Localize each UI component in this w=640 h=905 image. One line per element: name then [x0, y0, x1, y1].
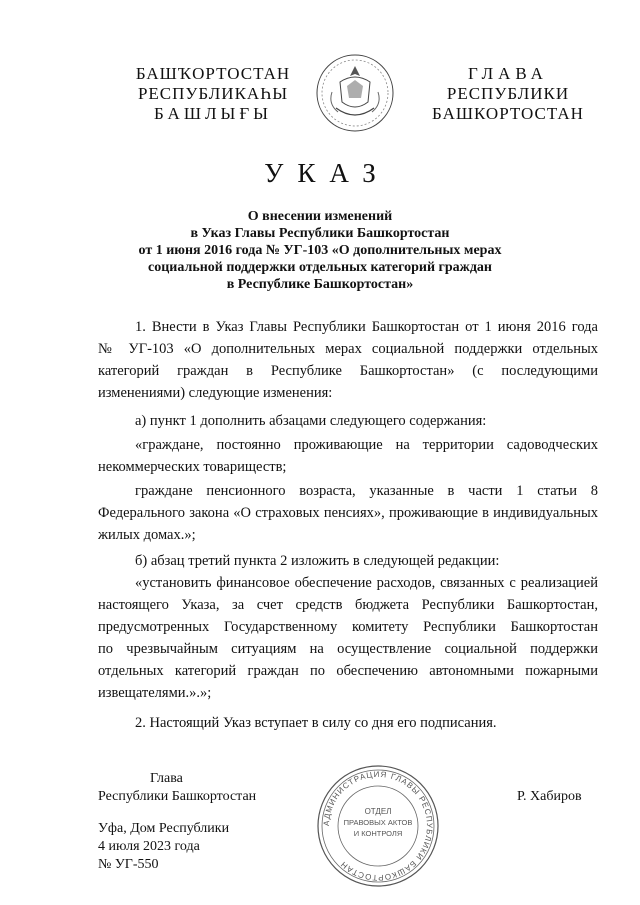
stamp-center-line-2: ПРАВОВЫХ АКТОВ: [343, 818, 413, 827]
document-title: УКАЗ: [264, 158, 390, 188]
signature-position-line-2: Республики Башкортостан: [98, 789, 257, 804]
stamp-center-line-1: ОТДЕЛ: [364, 807, 392, 816]
header-left-line-1: БАШҠОРТОСТАН: [135, 64, 291, 83]
paragraph-2-line-1: а) пункт 1 дополнить абзацами следующего содержания:: [135, 413, 487, 429]
subtitle-line-5: в Республике Башкортостан»: [226, 277, 414, 292]
signature-name: Р. Хабиров: [517, 789, 582, 804]
paragraph-3-line-2: некоммерческих товариществ;: [98, 459, 287, 475]
paragraph-6-line-6: извещателями.».»;: [98, 685, 212, 701]
paragraph-1-line-1: 1. Внести в Указ Главы Республики Башкортостан от 1 июня 2016 года: [135, 319, 598, 335]
header-right-line-3: БАШКОРТОСТАН: [432, 104, 584, 123]
header-right-line-2: РЕСПУБЛИКИ: [446, 84, 570, 103]
header-right-block: [408, 64, 608, 124]
header-left-block: [118, 64, 308, 124]
header-left-line-2: РЕСПУБЛИКАҺЫ: [137, 84, 289, 103]
paragraph-4: [98, 480, 598, 546]
paragraph-3-line-1: «граждане, постоянно проживающие на территории садоводческих: [135, 437, 598, 453]
subtitle-line-1: О внесении изменений: [247, 209, 393, 224]
official-stamp: [316, 764, 440, 888]
paragraph-4-line-2: Федерального закона «О страховых пенсиях», проживающие в индивидуальных: [98, 505, 598, 521]
header-left-line-3: БАШЛЫҒЫ: [154, 104, 272, 123]
paragraph-5: [98, 550, 598, 572]
paragraph-4-line-1: граждане пенсионного возраста, указанные в части 1 статьи 8: [135, 483, 598, 499]
paragraph-6-line-4: по чрезвычайным ситуациям на осуществление социальной поддержки: [98, 641, 598, 657]
paragraph-7-line-1: 2. Настоящий Указ вступает в силу со дня его подписания.: [135, 715, 497, 731]
signature-number: № УГ-550: [98, 857, 159, 872]
paragraph-1-line-2: № УГ-103 «О дополнительных мерах социальной поддержки отдельных: [98, 341, 598, 357]
header-right-line-1: ГЛАВА: [468, 64, 548, 83]
paragraph-6-line-1: «установить финансовое обеспечение расходов, связанных с реализацией: [135, 575, 598, 591]
paragraph-6-line-5: отдельных категорий граждан по обеспечению автономными пожарными: [98, 663, 598, 679]
paragraph-6-line-2: настоящего Указа, за счет средств бюджета Республики Башкортостан,: [98, 597, 598, 613]
bashkortostan-emblem-icon: [314, 52, 396, 134]
paragraph-1: [98, 316, 598, 404]
subtitle-line-3: от 1 июня 2016 года № УГ-103 «О дополнительных мерах: [138, 243, 502, 258]
stamp-ring-text: АДМИНИСТРАЦИЯ ГЛАВЫ РЕСПУБЛИКИ БАШКОРТОСТАН: [321, 769, 435, 883]
signature-place: Уфа, Дом Республики: [98, 821, 230, 836]
signature-date: 4 июля 2023 года: [98, 839, 200, 854]
signature-position-line-1: Глава: [150, 771, 183, 786]
paragraph-2: [98, 410, 598, 432]
stamp-center-line-3: И КОНТРОЛЯ: [353, 829, 403, 838]
paragraph-4-line-3: жилых домах.»;: [98, 527, 196, 543]
paragraph-3: [98, 434, 598, 478]
document-subtitle: [100, 208, 540, 293]
subtitle-line-2: в Указ Главы Республики Башкортостан: [190, 226, 450, 241]
paragraph-5-line-1: б) абзац третий пункта 2 изложить в следующей редакции:: [135, 553, 500, 569]
paragraph-7: [98, 712, 598, 734]
paragraph-6: [98, 572, 598, 704]
paragraph-1-line-3: категорий граждан в Республике Башкортостан» (с последующими: [98, 363, 598, 379]
paragraph-1-line-4: изменениями) следующие изменения:: [98, 385, 333, 401]
subtitle-line-4: социальной поддержки отдельных категорий граждан: [148, 260, 492, 275]
paragraph-6-line-3: предусмотренных Государственному комитету Республики Башкортостан: [98, 619, 598, 635]
